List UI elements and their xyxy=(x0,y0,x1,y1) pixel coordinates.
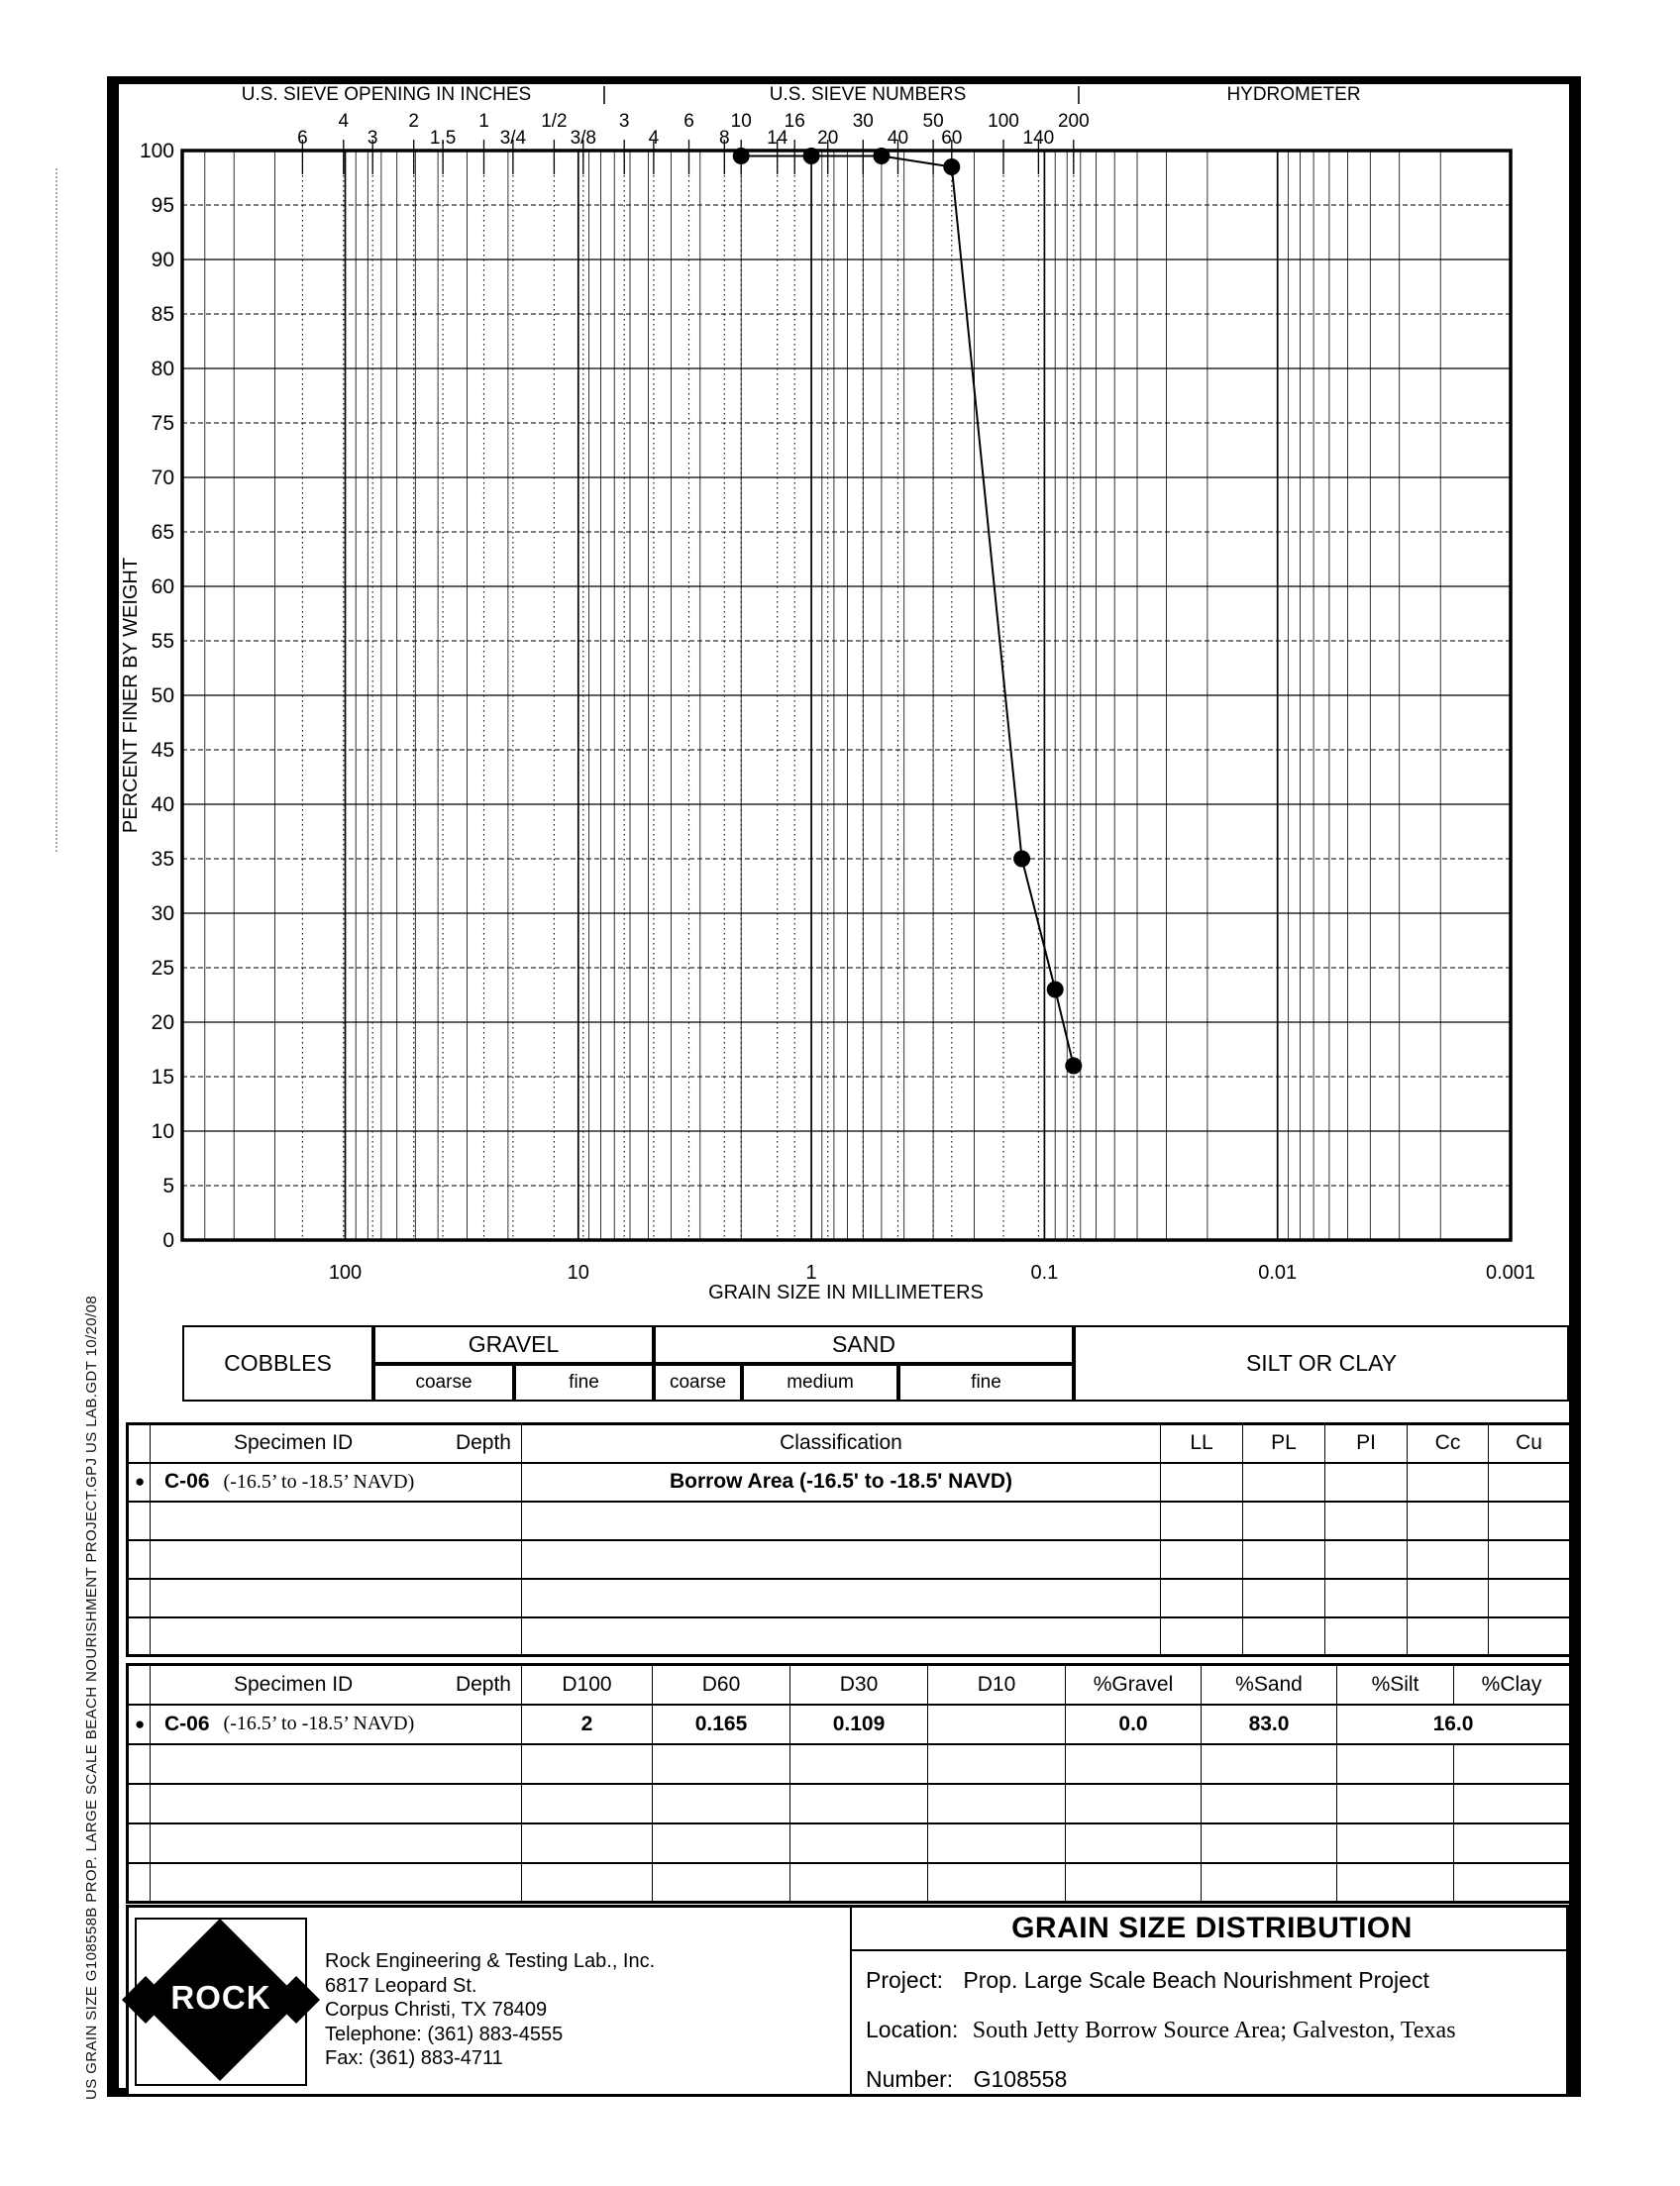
sand-header: %Sand xyxy=(1202,1665,1337,1705)
band-sand-medium: medium xyxy=(742,1364,898,1402)
band-gravel-fine: fine xyxy=(514,1364,654,1402)
depth-value: (-16.5’ to -18.5’ NAVD) xyxy=(223,1470,415,1493)
gravel-header: %Gravel xyxy=(1066,1665,1202,1705)
svg-text:|: | xyxy=(601,84,607,105)
specimen-id-header: Specimen ID xyxy=(234,1431,354,1455)
number-line xyxy=(866,2066,1067,2093)
classification-data-row xyxy=(128,1463,1571,1502)
svg-text:55: 55 xyxy=(151,630,174,653)
svg-text:40: 40 xyxy=(151,793,174,816)
svg-text:30: 30 xyxy=(852,111,874,132)
svg-text:2: 2 xyxy=(408,111,419,132)
svg-text:0.1: 0.1 xyxy=(1030,1262,1059,1284)
depth-header: Depth xyxy=(455,1431,511,1455)
svg-text:0.001: 0.001 xyxy=(1485,1262,1536,1284)
band-cobbles: COBBLES xyxy=(182,1325,373,1402)
sidebar-file-text: US GRAIN SIZE G108558B PROP. LARGE SCALE BEACH NOURISHMENT PROJECT.GPJ US LAB.GDT 10/20/08 xyxy=(83,1295,100,2100)
rock-logo xyxy=(135,1918,307,2086)
cu-value xyxy=(1489,1463,1571,1502)
marker-column-header xyxy=(128,1424,151,1463)
svg-text:80: 80 xyxy=(151,358,174,380)
svg-text:50: 50 xyxy=(151,684,174,707)
empty-row xyxy=(128,1784,1571,1823)
cc-value xyxy=(1408,1463,1489,1502)
svg-text:GRAIN SIZE IN MILLIMETERS: GRAIN SIZE IN MILLIMETERS xyxy=(708,1282,984,1303)
specimen-id-value: C-06 xyxy=(164,1712,210,1735)
depth-header: Depth xyxy=(455,1672,511,1696)
svg-text:3/4: 3/4 xyxy=(499,128,527,149)
svg-text:1/2: 1/2 xyxy=(541,111,568,132)
empty-row xyxy=(128,1823,1571,1863)
svg-text:10: 10 xyxy=(567,1262,589,1284)
company-name: Rock Engineering & Testing Lab., Inc. xyxy=(325,1950,656,1972)
empty-row xyxy=(128,1579,1571,1617)
d30-header: D30 xyxy=(790,1665,928,1705)
company-section xyxy=(129,1908,852,2094)
svg-text:45: 45 xyxy=(151,739,174,762)
svg-text:14: 14 xyxy=(767,128,788,149)
svg-text:60: 60 xyxy=(151,575,174,598)
pi-header: PI xyxy=(1325,1424,1408,1463)
classification-value: Borrow Area (-16.5' to -18.5' NAVD) xyxy=(522,1463,1161,1502)
svg-text:3: 3 xyxy=(367,128,378,149)
company-address xyxy=(325,1949,655,2071)
svg-text:3: 3 xyxy=(618,111,630,132)
d10-header: D10 xyxy=(928,1665,1066,1705)
cu-header: Cu xyxy=(1489,1424,1571,1463)
number-label: Number: xyxy=(866,2066,954,2092)
pi-value xyxy=(1325,1463,1408,1502)
series-marker: ● xyxy=(128,1705,151,1744)
svg-text:10: 10 xyxy=(730,111,752,132)
series-marker: ● xyxy=(128,1463,151,1502)
marker-column-header xyxy=(128,1665,151,1705)
specimen-id-header: Specimen ID xyxy=(234,1672,354,1696)
pl-value xyxy=(1243,1463,1325,1502)
svg-text:HYDROMETER: HYDROMETER xyxy=(1226,84,1361,105)
specimen-depth-header xyxy=(151,1665,522,1705)
title-block xyxy=(126,1905,1569,2097)
number-value: G108558 xyxy=(973,2066,1068,2092)
logo-text: ROCK xyxy=(170,1979,271,2016)
clay-header: %Clay xyxy=(1454,1665,1571,1705)
band-gravel-coarse: coarse xyxy=(373,1364,514,1402)
svg-text:75: 75 xyxy=(151,412,174,435)
svg-text:5: 5 xyxy=(162,1175,174,1197)
gravel-value: 0.0 xyxy=(1066,1705,1202,1744)
d10-value xyxy=(928,1705,1066,1744)
classification-header-row xyxy=(128,1424,1571,1463)
sand-value: 83.0 xyxy=(1202,1705,1337,1744)
company-city: Corpus Christi, TX 78409 xyxy=(325,1999,548,2022)
d30-value: 0.109 xyxy=(790,1705,928,1744)
report-title: GRAIN SIZE DISTRIBUTION xyxy=(852,1908,1572,1951)
d100-value: 2 xyxy=(522,1705,653,1744)
svg-text:100: 100 xyxy=(988,111,1019,132)
svg-text:30: 30 xyxy=(151,902,174,925)
silt-clay-value: 16.0 xyxy=(1337,1705,1571,1744)
specimen-id-value: C-06 xyxy=(164,1470,210,1493)
classification-table xyxy=(126,1422,1572,1657)
svg-text:4: 4 xyxy=(648,128,660,149)
svg-text:1.5: 1.5 xyxy=(429,128,457,149)
company-street: 6817 Leopard St. xyxy=(325,1974,477,1997)
soil-classification-band xyxy=(182,1325,1569,1402)
svg-text:100: 100 xyxy=(139,140,174,162)
svg-text:1: 1 xyxy=(805,1262,817,1284)
svg-text:0: 0 xyxy=(162,1229,174,1252)
band-sand: SAND xyxy=(654,1325,1074,1364)
empty-row xyxy=(128,1540,1571,1579)
svg-text:1: 1 xyxy=(478,111,489,132)
svg-text:200: 200 xyxy=(1057,111,1090,132)
empty-row xyxy=(128,1617,1571,1656)
location-line xyxy=(866,2017,1456,2044)
svg-text:PERCENT FINER BY WEIGHT: PERCENT FINER BY WEIGHT xyxy=(120,557,142,834)
band-silt-or-clay: SILT OR CLAY xyxy=(1074,1325,1569,1402)
svg-text:|: | xyxy=(1076,84,1082,105)
svg-text:U.S. SIEVE NUMBERS: U.S. SIEVE NUMBERS xyxy=(769,84,967,105)
svg-text:90: 90 xyxy=(151,249,174,271)
summary-table xyxy=(126,1663,1572,1904)
svg-text:4: 4 xyxy=(338,111,350,132)
location-label: Location: xyxy=(866,2017,959,2042)
location-value: South Jetty Borrow Source Area; Galveston, Texas xyxy=(972,2018,1456,2043)
band-sand-fine: fine xyxy=(898,1364,1074,1402)
empty-row xyxy=(128,1744,1571,1784)
company-fax: Fax: (361) 883-4711 xyxy=(325,2047,503,2070)
band-sand-coarse: coarse xyxy=(654,1364,742,1402)
summary-data-row xyxy=(128,1705,1571,1744)
cc-header: Cc xyxy=(1408,1424,1489,1463)
empty-row xyxy=(128,1502,1571,1540)
pl-header: PL xyxy=(1243,1424,1325,1463)
summary-header-row xyxy=(128,1665,1571,1705)
svg-text:20: 20 xyxy=(151,1011,174,1034)
project-value: Prop. Large Scale Beach Nourishment Project xyxy=(963,1967,1429,1993)
svg-text:10: 10 xyxy=(151,1120,174,1143)
depth-value: (-16.5’ to -18.5’ NAVD) xyxy=(223,1713,415,1734)
report-info-section xyxy=(852,1908,1572,2094)
classification-header: Classification xyxy=(522,1424,1161,1463)
d100-header: D100 xyxy=(522,1665,653,1705)
svg-text:25: 25 xyxy=(151,957,174,980)
svg-text:U.S. SIEVE OPENING IN INCHES: U.S. SIEVE OPENING IN INCHES xyxy=(241,84,532,105)
svg-text:50: 50 xyxy=(922,111,944,132)
company-phone: Telephone: (361) 883-4555 xyxy=(325,2023,564,2045)
empty-row xyxy=(128,1863,1571,1903)
d60-header: D60 xyxy=(653,1665,790,1705)
svg-text:16: 16 xyxy=(784,111,805,132)
svg-text:6: 6 xyxy=(297,128,308,149)
d60-value: 0.165 xyxy=(653,1705,790,1744)
svg-text:100: 100 xyxy=(328,1262,363,1284)
svg-text:140: 140 xyxy=(1022,128,1055,149)
svg-text:8: 8 xyxy=(719,128,730,149)
project-line xyxy=(866,1967,1429,1994)
project-label: Project: xyxy=(866,1967,943,1993)
svg-text:3/8: 3/8 xyxy=(570,128,597,149)
svg-text:0.01: 0.01 xyxy=(1258,1262,1298,1284)
ll-header: LL xyxy=(1161,1424,1243,1463)
svg-text:40: 40 xyxy=(887,128,909,149)
band-gravel: GRAVEL xyxy=(373,1325,654,1364)
specimen-depth-header xyxy=(151,1424,522,1463)
svg-text:20: 20 xyxy=(817,128,839,149)
svg-text:6: 6 xyxy=(683,111,694,132)
svg-text:15: 15 xyxy=(151,1066,174,1089)
svg-text:85: 85 xyxy=(151,303,174,326)
svg-text:35: 35 xyxy=(151,848,174,871)
svg-text:65: 65 xyxy=(151,521,174,544)
svg-text:60: 60 xyxy=(941,128,963,149)
svg-text:70: 70 xyxy=(151,467,174,489)
ll-value xyxy=(1161,1463,1243,1502)
svg-text:95: 95 xyxy=(151,194,174,217)
silt-header: %Silt xyxy=(1337,1665,1454,1705)
